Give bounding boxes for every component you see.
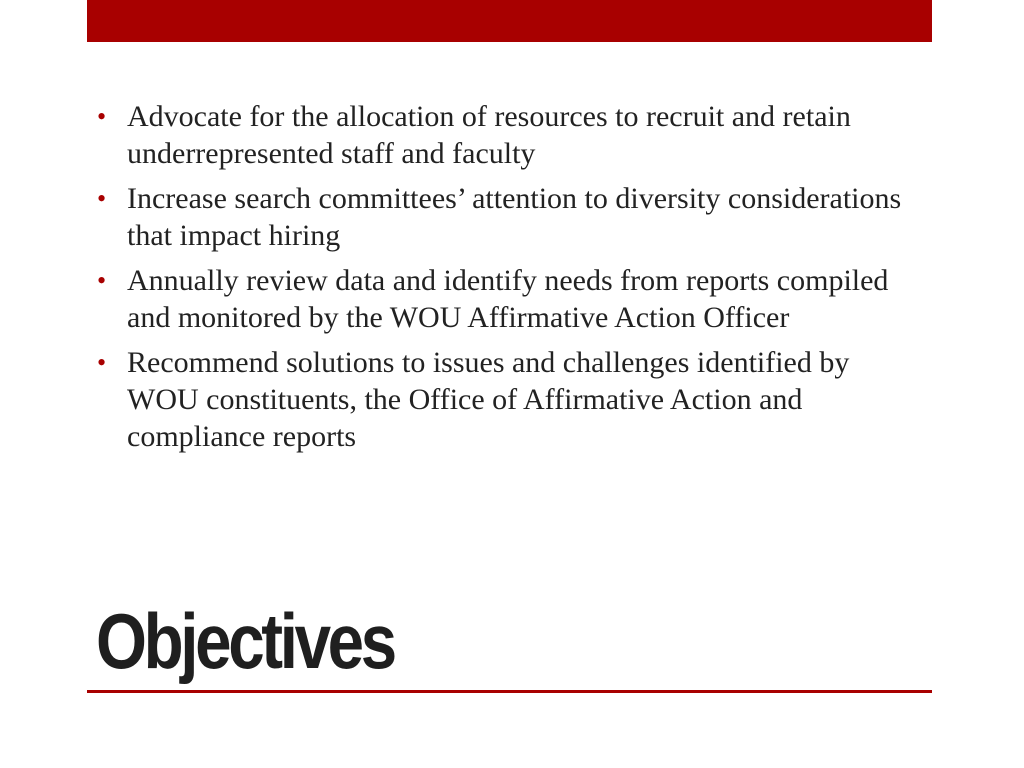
bullet-item — [97, 180, 927, 254]
bullet-icon: • — [97, 184, 107, 213]
slide-title: Objectives — [96, 597, 394, 685]
bullet-text: Annually review data and identify needs from reports compiled and monitored by the WOU Affirmative Action Officer — [127, 264, 889, 334]
bullet-icon: • — [97, 348, 107, 377]
bullet-item — [97, 98, 927, 172]
bullet-item — [97, 344, 927, 455]
bullet-item — [97, 262, 927, 336]
bullet-text: Recommend solutions to issues and challenges identified by WOU constituents, the Office of Affirmative Action and compliance reports — [127, 346, 850, 453]
top-accent-bar — [87, 0, 932, 42]
bullet-icon: • — [97, 266, 107, 295]
title-underline — [87, 690, 932, 693]
bullet-text: Advocate for the allocation of resources to recruit and retain underrepresented staff and faculty — [127, 100, 851, 170]
bullet-text: Increase search committees’ attention to diversity considerations that impact hiring — [127, 182, 902, 252]
bullet-list — [97, 98, 927, 463]
bullet-icon: • — [97, 102, 107, 131]
